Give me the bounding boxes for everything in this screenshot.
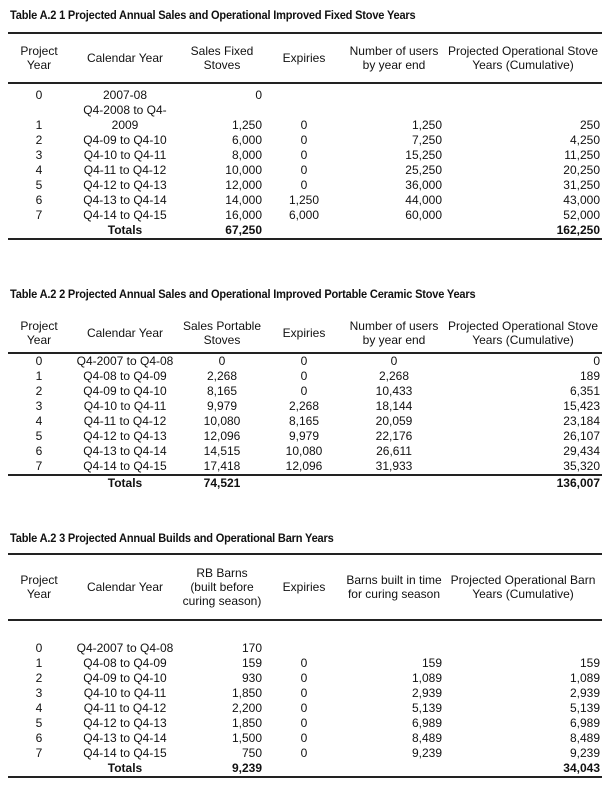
- table-row: 5 Q4-12 to Q4-13 12,000 0 36,000 31,250: [35, 178, 600, 192]
- header-cumulative: Projected Operational Barn Years (Cumulative): [444, 554, 602, 620]
- table-row: 4 Q4-11 to Q4-12 10,080 8,165 20,059 23,184: [35, 414, 600, 428]
- table-row: 3 Q4-10 to Q4-11 1,850 0 2,939 2,939: [35, 686, 600, 700]
- header-sales: Sales Portable Stoves: [182, 318, 262, 347]
- totals-cumulative: 34,043: [444, 761, 602, 777]
- table-row: 7 Q4-14 to Q4-15 16,000 6,000 60,000 52,000: [35, 208, 600, 222]
- table-row: 1 Q4-08 to Q4-09 159 0 159 159: [35, 656, 600, 670]
- table-row: 5 Q4-12 to Q4-13 12,096 9,979 22,176 26,107: [35, 429, 600, 443]
- table-row: 6 Q4-13 to Q4-14 1,500 0 8,489 8,489: [35, 731, 600, 745]
- table-fixed-stoves: [8, 32, 602, 240]
- header-users: Number of users by year end: [349, 318, 439, 347]
- totals-row: [8, 761, 602, 777]
- totals-cumulative: 136,007: [444, 475, 602, 491]
- table-row: 4 Q4-11 to Q4-12 2,200 0 5,139 5,139: [35, 701, 600, 715]
- table-row: 0 Q4-2007 to Q4-08 0 0 0 0: [35, 354, 600, 368]
- table-3-caption: Table A.2 3 Projected Annual Builds and Operational Barn Years: [10, 531, 334, 545]
- table-row: 4 Q4-11 to Q4-12 10,000 0 25,250 20,250: [35, 163, 600, 177]
- header-calendar-year: Calendar Year: [70, 33, 180, 83]
- header-project-year: Project Year: [20, 318, 58, 347]
- header-calendar-year: Calendar Year: [86, 325, 164, 340]
- totals-label: Totals: [70, 475, 180, 491]
- table-1-caption: Table A.2 1 Projected Annual Sales and Operational Improved Fixed Stove Years: [10, 8, 416, 22]
- header-barns-in-time: Barns built in time for curing season: [344, 554, 444, 620]
- header-project-year: Project Year: [8, 554, 70, 620]
- header-expiries: Expiries: [264, 554, 344, 620]
- table-row: 1 Q4-2008 to Q4-2009 1,250 0 1,250 250: [35, 103, 600, 132]
- table-row: 3 Q4-10 to Q4-11 9,979 2,268 18,144 15,423: [35, 399, 600, 413]
- table-2-caption: Table A.2 2 Projected Annual Sales and Operational Improved Portable Ceramic Stove Years: [10, 287, 476, 301]
- header-rb-barns: RB Barns (built before curing season): [180, 554, 264, 620]
- table-row: 2 Q4-09 to Q4-10 930 0 1,089 1,089: [35, 671, 600, 685]
- totals-sales: 67,250: [180, 223, 264, 239]
- header-cumulative: Projected Operational Stove Years (Cumulative): [444, 33, 602, 83]
- totals-sales: 9,239: [180, 761, 264, 777]
- totals-sales: 74,521: [180, 475, 264, 491]
- totals-row: [8, 475, 602, 491]
- table-row: 0 2007-08 0: [35, 88, 262, 102]
- header-users: Number of users by year end: [344, 33, 444, 83]
- totals-row: [8, 223, 602, 239]
- header-expiries: Expiries: [264, 33, 344, 83]
- table-barns: [8, 553, 602, 778]
- table-portable-stoves: [8, 313, 602, 491]
- table-row: 5 Q4-12 to Q4-13 1,850 0 6,989 6,989: [35, 716, 600, 730]
- header-project-year: Project Year: [8, 33, 70, 83]
- table-row: 7 Q4-14 to Q4-15 17,418 12,096 31,933 35,320: [35, 459, 600, 473]
- table-row: 0 Q4-2007 to Q4-08 170: [35, 641, 262, 655]
- table-row: 2 Q4-09 to Q4-10 6,000 0 7,250 4,250: [35, 133, 600, 147]
- table-row: 7 Q4-14 to Q4-15 750 0 9,239 9,239: [35, 746, 600, 760]
- table-row: 1 Q4-08 to Q4-09 2,268 0 2,268 189: [35, 369, 600, 383]
- table-row: 3 Q4-10 to Q4-11 8,000 0 15,250 11,250: [35, 148, 600, 162]
- header-sales: Sales Fixed Stoves: [180, 33, 264, 83]
- table-row: 2 Q4-09 to Q4-10 8,165 0 10,433 6,351: [35, 384, 600, 398]
- table-row: 6 Q4-13 to Q4-14 14,000 1,250 44,000 43,000: [35, 193, 600, 207]
- table-row: 6 Q4-13 to Q4-14 14,515 10,080 26,611 29,434: [35, 444, 600, 458]
- header-expiries: Expiries: [282, 325, 326, 340]
- header-cumulative: Projected Operational Stove Years (Cumulative): [447, 318, 599, 347]
- header-calendar-year: Calendar Year: [70, 554, 180, 620]
- totals-label: Totals: [70, 761, 180, 777]
- totals-cumulative: 162,250: [444, 223, 602, 239]
- totals-label: Totals: [70, 223, 180, 239]
